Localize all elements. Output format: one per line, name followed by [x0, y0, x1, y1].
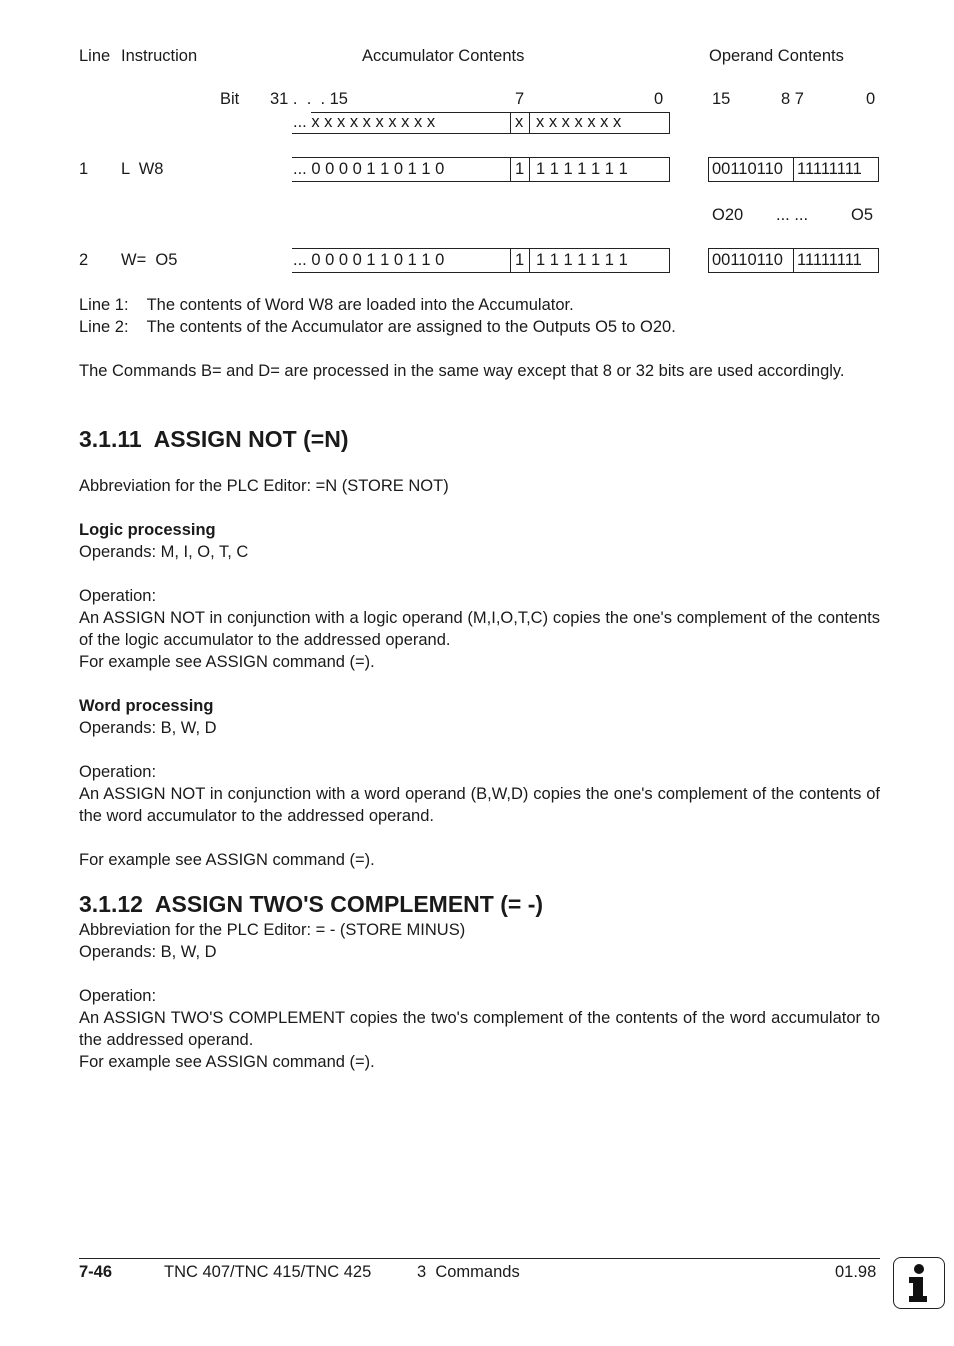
section-312-abbreviation: Abbreviation for the PLC Editor: = - (STORE MINUS)	[79, 921, 466, 939]
footer-product: TNC 407/TNC 415/TNC 425	[164, 1263, 372, 1281]
row1-op-low: 11111111	[797, 160, 862, 178]
template-bits-left: ... x x x x x x x x x x	[293, 113, 436, 131]
template-bits-right: x x x x x x x	[536, 113, 622, 131]
op-bit-high: 15	[712, 90, 731, 108]
row1-op-high: 00110110	[712, 160, 783, 178]
logic-example: For example see ASSIGN command (=).	[79, 653, 375, 671]
word-example: For example see ASSIGN command (=).	[79, 851, 375, 869]
footer-rule	[79, 1258, 880, 1259]
row2-acc-left: ... 0 0 0 0 1 1 0 1 1 0	[293, 251, 445, 269]
explanation-block	[79, 294, 880, 382]
section-311-body	[79, 475, 880, 871]
col-header-accumulator: Accumulator Contents	[362, 47, 525, 65]
row1-line-number: 1	[79, 160, 89, 178]
footer-chapter: 3 Commands	[417, 1263, 520, 1281]
footer-page-number: 7-46	[79, 1263, 113, 1281]
section-312-body	[79, 919, 880, 1073]
row2-operand	[708, 248, 879, 273]
op-bit-low: 0	[866, 90, 876, 108]
section-312-operation-label: Operation:	[79, 987, 157, 1005]
logic-operands: Operands: M, I, O, T, C	[79, 543, 249, 561]
row1-operand	[708, 157, 879, 182]
logic-operation-text: An ASSIGN NOT in conjunction with a logic operand (M,I,O,T,C) copies the one's complement of the contents of the logic accumulator to the addressed operand.	[79, 609, 880, 649]
op-bit-mid: 8 7	[781, 90, 804, 108]
bit-label: Bit	[220, 90, 240, 108]
row1-acc-right: 1 1 1 1 1 1 1	[536, 160, 628, 178]
row2-instruction: W= O5	[121, 251, 178, 269]
row2-acc-middle: 1	[515, 251, 525, 269]
logic-processing-title: Logic processing	[79, 521, 216, 539]
row2-op-high: 00110110	[712, 251, 783, 269]
info-icon	[893, 1257, 945, 1309]
word-operation-label: Operation:	[79, 763, 157, 781]
acc-bit-high: 31 . . . 15	[270, 90, 348, 108]
word-operation-text: An ASSIGN NOT in conjunction with a word operand (B,W,D) copies the one's complement of the contents of the word accumulator to the addressed operand.	[79, 785, 880, 825]
word-processing-title: Word processing	[79, 697, 214, 715]
row1-acc-left: ... 0 0 0 0 1 1 0 1 1 0	[293, 160, 445, 178]
output-label-low: O5	[851, 206, 874, 224]
section-311-abbreviation: Abbreviation for the PLC Editor: =N (STORE NOT)	[79, 477, 449, 495]
row1-acc-middle: 1	[515, 160, 525, 178]
explanation-line1: Line 1: The contents of Word W8 are loaded into the Accumulator.	[79, 296, 574, 314]
output-label-high: O20	[712, 206, 744, 224]
section-312-operands: Operands: B, W, D	[79, 943, 217, 961]
row1-instruction: L W8	[121, 160, 164, 178]
acc-bit-mid: 7	[515, 90, 525, 108]
col-header-line: Line	[79, 47, 111, 65]
explanation-line2: Line 2: The contents of the Accumulator are assigned to the Outputs O5 to O20.	[79, 318, 676, 336]
template-bit-middle: x	[515, 113, 524, 131]
word-operands: Operands: B, W, D	[79, 719, 217, 737]
row2-accumulator	[292, 250, 670, 272]
logic-operation-label: Operation:	[79, 587, 157, 605]
row1-accumulator	[292, 159, 670, 181]
row2-line-number: 2	[79, 251, 89, 269]
col-header-instruction: Instruction	[121, 47, 198, 65]
row2-acc-right: 1 1 1 1 1 1 1	[536, 251, 628, 269]
row2-op-low: 11111111	[797, 251, 862, 269]
footer-date: 01.98	[835, 1263, 877, 1281]
section-312-heading: 3.1.12 ASSIGN TWO'S COMPLEMENT (= -)	[79, 891, 544, 917]
section-311-heading: 3.1.11 ASSIGN NOT (=N)	[79, 426, 349, 452]
acc-bit-low: 0	[654, 90, 664, 108]
commands-note: The Commands B= and D= are processed in the same way except that 8 or 32 bits are used accordingly.	[79, 362, 845, 380]
col-header-operand: Operand Contents	[709, 47, 844, 65]
section-312-operation-text: An ASSIGN TWO'S COMPLEMENT copies the two's complement of the contents of the word accumulator to the addressed operand.	[79, 1009, 880, 1049]
section-312-example: For example see ASSIGN command (=).	[79, 1053, 375, 1071]
output-label-dots: ... ...	[776, 206, 809, 224]
